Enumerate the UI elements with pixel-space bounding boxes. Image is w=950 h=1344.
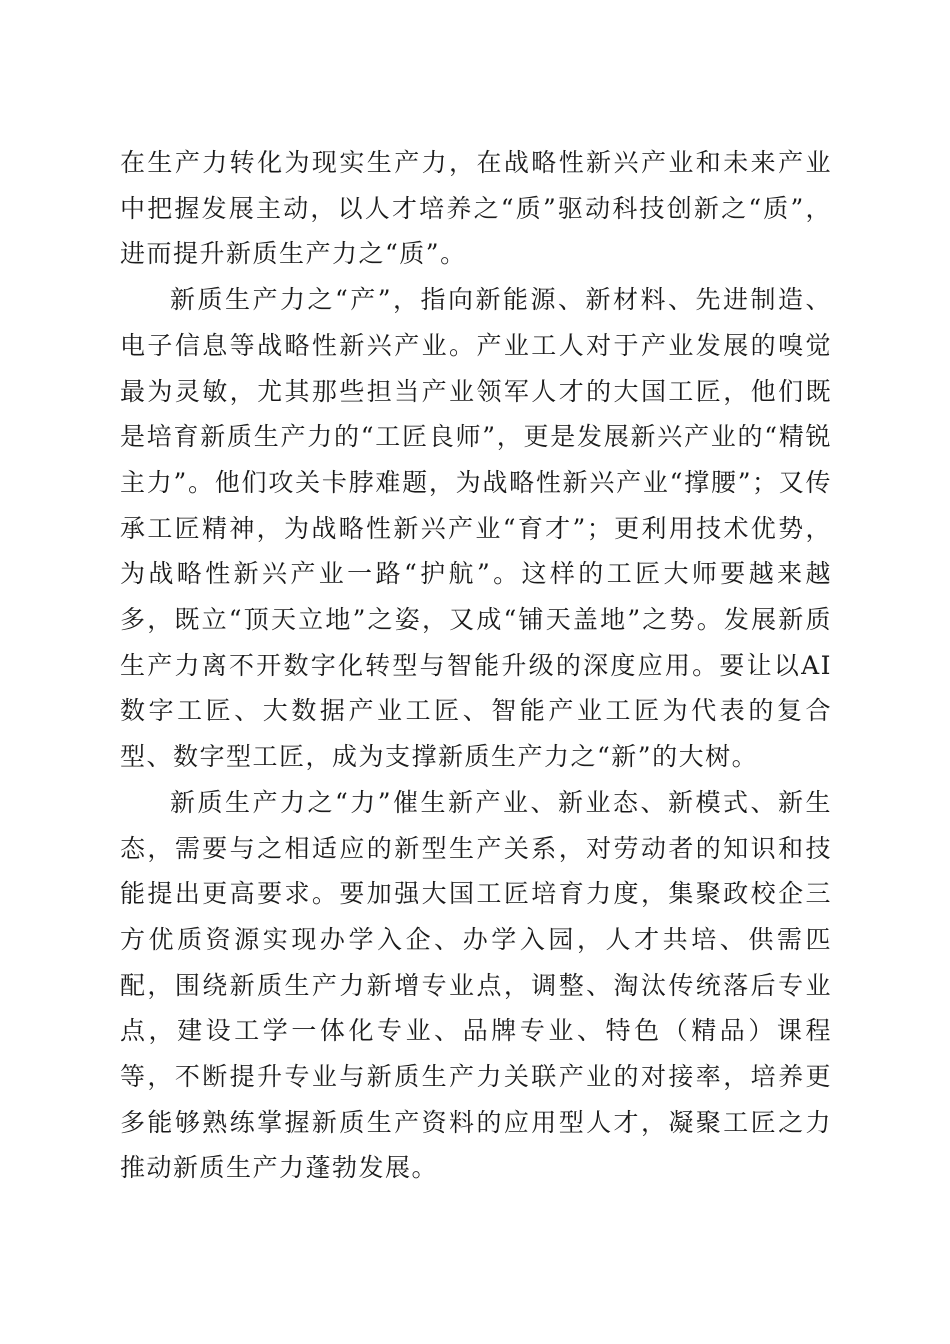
paragraph-1: 在生产力转化为现实生产力，在战略性新兴产业和未来产业中把握发展主动，以人才培养之“质”驱动科技创新之“质”，进而提升新质生产力之“质”。: [120, 148, 832, 269]
paragraph-2: 新质生产力之“产”，指向新能源、新材料、先进制造、电子信息等战略性新兴产业。产业工人对于产业发展的嗅觉最为灵敏，尤其那些担当产业领军人才的大国工匠，他们既是培育新质生产力的“工匠良师”，更是发展新兴产业的“精锐主力”。他们攻关卡脖难题，为战略性新兴产业“撑腰”；又传承工匠精神，为战略性新兴产业“育才”；更利用技术优势，为战略性新兴产业一路“护航”。这样的工匠大师要越来越多，既立“顶天立地”之姿，又成“铺天盖地”之势。发展新质生产力离不开数字化转型与智能升级的深度应用。要让以AI数字工匠、大数据产业工匠、智能产业工匠为代表的复合型、数字型工匠，成为支撑新质生产力之“新”的大树。: [120, 285, 832, 772]
paragraph-3: 新质生产力之“力”催生新产业、新业态、新模式、新生态，需要与之相适应的新型生产关系，对劳动者的知识和技能提出更高要求。要加强大国工匠培育力度，集聚政校企三方优质资源实现办学入企、办学入园，人才共培、供需匹配，围绕新质生产力新增专业点，调整、淘汰传统落后专业点，建设工学一体化专业、品牌专业、特色（精品）课程等，不断提升专业与新质生产力关联产业的对接率，培养更多能够熟练掌握新质生产资料的应用型人才，凝聚工匠之力推动新质生产力蓬勃发展。: [120, 787, 832, 1183]
article-body: [120, 140, 832, 1191]
